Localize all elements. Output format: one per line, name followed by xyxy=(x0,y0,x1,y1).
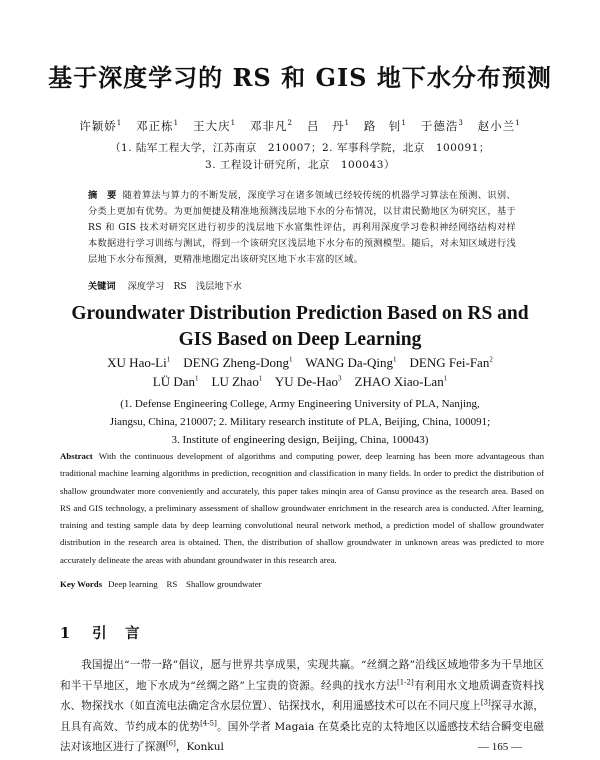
abstract-label: Abstract xyxy=(60,451,93,461)
english-author-list-line-2 xyxy=(0,374,600,390)
keywords-text: Deep learning RS Shallow groundwater xyxy=(108,579,262,589)
citation: [4-5] xyxy=(200,718,217,727)
body-text xyxy=(60,655,544,758)
english-affiliation-line-1: (1. Defense Engineering College, Army Engineering University of PLA, Nanjing, xyxy=(120,398,480,410)
english-keywords xyxy=(60,577,262,590)
keywords-label: Key Words xyxy=(60,579,103,589)
citation: [3] xyxy=(480,698,491,707)
author: 邓正栋$^1$ xyxy=(136,119,180,133)
english-title-line-2: GIS Based on Deep Learning xyxy=(178,329,422,350)
author: DENG Zheng-Dong$^1$ xyxy=(183,355,293,370)
english-affiliation-line-2: Jiangsu, China, 210007; 2. Military research institute of PLA, Beijing, China, 100091; xyxy=(109,416,491,428)
author: 于德浩$^3$ xyxy=(420,119,464,133)
author: YU De-Hao$^3$ xyxy=(274,374,342,389)
chinese-abstract xyxy=(88,188,516,268)
english-title-line-1: Groundwater Distribution Prediction Based on RS and xyxy=(71,303,529,324)
chinese-affiliation-line-1: （1. 陆军工程大学，江苏南京 210007；2. 军事科学院，北京 100091； xyxy=(110,142,490,154)
keywords-text: 深度学习 RS 浅层地下水 xyxy=(127,281,242,292)
chinese-affiliation-line-2: 3. 工程设计研究所，北京 100043） xyxy=(205,159,395,171)
chinese-author-list xyxy=(0,118,600,134)
english-author-list-line-1 xyxy=(0,355,600,371)
page-number: — 165 — xyxy=(478,741,522,753)
author: 赵小兰$^1$ xyxy=(477,119,521,133)
keywords-label: 关键词 xyxy=(88,281,116,292)
english-affiliation-line-3: 3. Institute of engineering design, Beijing, China, 100043) xyxy=(171,434,429,446)
abstract-text: 随着算法与算力的不断发展，深度学习在诸多领域已经较传统的机器学习算法在预测、识别、分类上更加有优势。为更加便捷及精准地预测浅层地下水的分布情况，以甘肃民勤地区为研究区，基于 RS 和 GIS 技术对研究区进行初步的浅层地下水富集性评估，再利用深度学习卷积神经网络结构对样本数据进行学习训练与测试，得到一个该研究区浅层地下水分布的预测模型。随后，对未知区域进行浅层地下水分布预测，更精准地圈定出该研究区地下水丰富的区域。 xyxy=(88,190,516,265)
author: 吕 丹$^1$ xyxy=(306,119,350,133)
author: LÜ Dan$^1$ xyxy=(152,374,199,389)
author: DENG Fei-Fan$^2$ xyxy=(409,355,493,370)
citation: [6] xyxy=(165,739,176,748)
section-number: 1 xyxy=(60,625,73,642)
author: XU Hao-Li$^1$ xyxy=(107,355,171,370)
author: WANG Da-Qing$^1$ xyxy=(305,355,397,370)
section-heading xyxy=(60,622,142,643)
author: 王大庆$^1$ xyxy=(193,119,237,133)
paragraph: 我国提出“一带一路”倡议，愿与世界共享成果，实现共赢。“丝绸之路”沿线区域地带多为干旱地区和半干旱地区，地下水成为“丝绸之路”上宝贵的资源。经典的找水方法[1-2]有利用水文地质调查资料找水、物探找水（如直流电法确定含水层位置）、钻探找水，利用遥感技术可以在不同尺度上[3]探寻水源，且具有高效、节约成本的优势[4-5]。国外学者 Magaia 在莫桑比克的太特地区以遥感技术结合瞬变电磁法对该地区进行了探测[6]，Konkul xyxy=(60,659,545,753)
citation: [1-2] xyxy=(397,677,414,686)
abstract-text: With the continuous development of algorithms and computing power, deep learning has been more advantageous than traditional machine learning algorithms in prediction, recognition and classification in many fields. In order to predict the distribution of shallow groundwater more conveniently and accurately, this paper takes minqin area of Gansu province as the research area. Based on RS and GIS technology, a preliminary assessment of shallow groundwater enrichment in the research area is conducted. After learning, training and testing sample data by deep learning convolutional neural network method, a prediction model of shallow groundwater distribution in the research area is obtained. Then, the distribution of shallow groundwater in unknown areas was predicted to more accurately delineate the areas with abundant groundwater in this research area. xyxy=(60,451,544,565)
author: 路 钊$^1$ xyxy=(363,119,407,133)
english-abstract xyxy=(60,448,544,569)
author: LU Zhao$^1$ xyxy=(211,374,263,389)
abstract-label: 摘 要 xyxy=(88,190,117,201)
author: 邓非凡$^2$ xyxy=(250,119,294,133)
section-title: 引 言 xyxy=(92,625,142,642)
author: ZHAO Xiao-Lan$^1$ xyxy=(354,374,448,389)
chinese-title: 基于深度学习的 RS 和 GIS 地下水分布预测 xyxy=(48,63,552,92)
chinese-keywords xyxy=(88,278,242,292)
author: 许颖娇$^1$ xyxy=(79,119,123,133)
